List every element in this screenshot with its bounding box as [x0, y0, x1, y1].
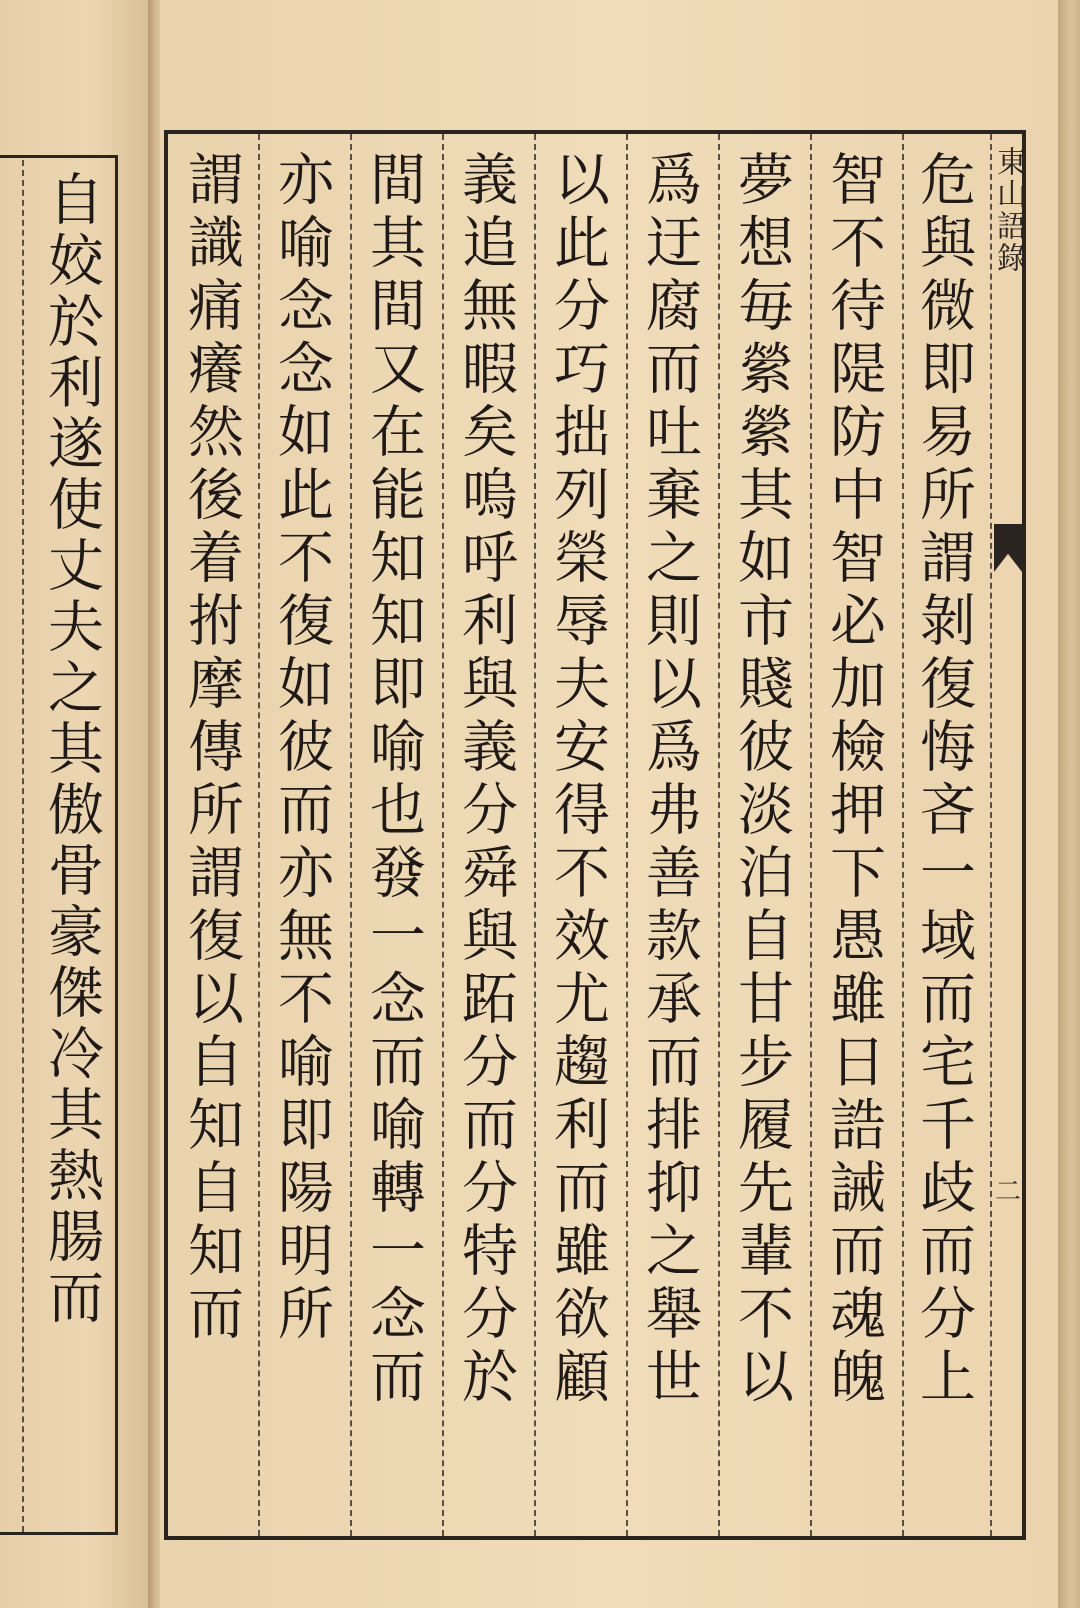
- text-column: 謂識痛癢然後着拊摩傳所謂復以自知自知而: [179, 150, 244, 1347]
- text-column: 智不待隄防中智必加檢押下愚雖日誥誡而魂魄: [821, 150, 886, 1410]
- page-edge: [1058, 0, 1080, 1608]
- text-column: 亦喻念念如此不復如彼而亦無不喻即陽明所: [269, 150, 334, 1347]
- text-column: 自姣於利遂使丈夫之其傲骨豪傑冷其熱腸而: [39, 170, 104, 1329]
- text-column: 以此分巧拙列榮辱夫安得不效尤趨利而雖欲顧: [545, 150, 610, 1410]
- block-heart: [990, 134, 1026, 1536]
- text-column: 爲迂腐而吐棄之則以爲弗善款承而排抑之舉世: [637, 150, 702, 1410]
- book-title: 東山語錄: [991, 146, 1026, 274]
- page-number: 二: [994, 1177, 1021, 1207]
- fishtail-mark-icon: [994, 524, 1022, 572]
- text-column: 夢想毎縈縈其如市賤彼淡泊自甘步履先輩不以: [729, 150, 794, 1410]
- column-rule: [22, 160, 24, 1532]
- text-column: 義追無暇矣嗚呼利與義分舜與跖分而分特分於: [453, 150, 518, 1410]
- text-column: 危與微即易所謂剝復悔吝一域而宅千歧而分上: [911, 150, 976, 1410]
- text-column: 間其間又在能知知即喻也發一念而喻轉一念而: [361, 150, 426, 1410]
